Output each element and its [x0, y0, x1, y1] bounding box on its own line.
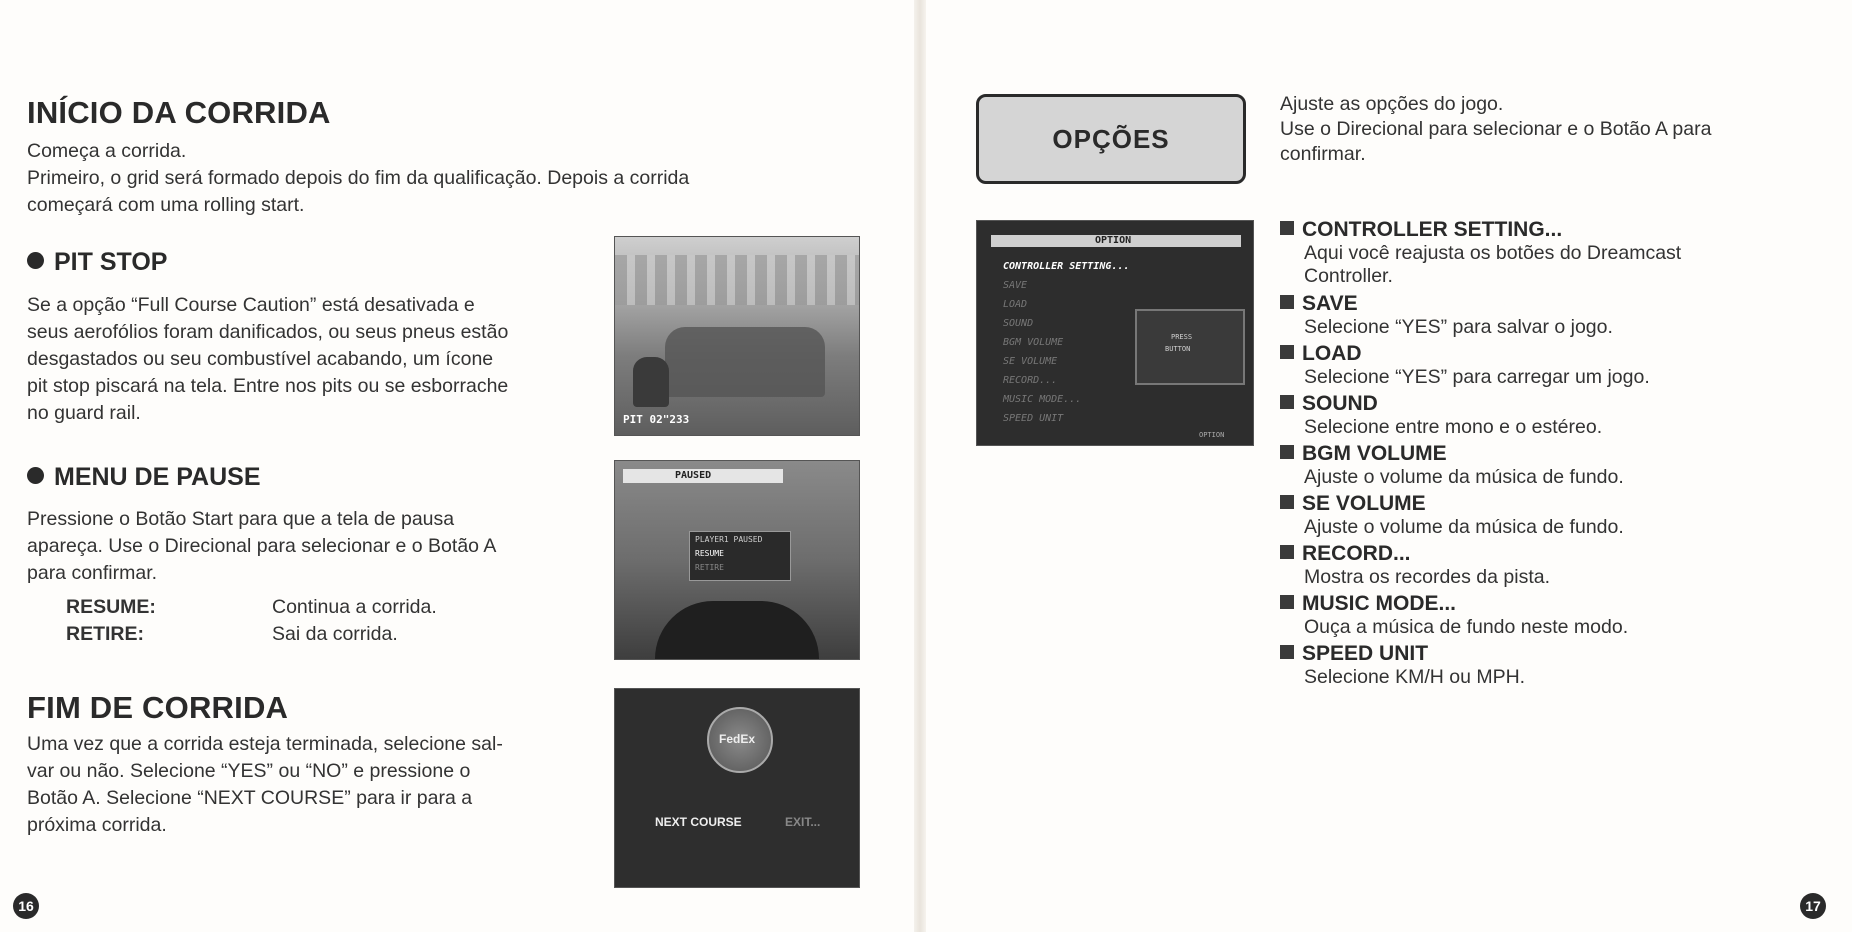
option-desc: Mostra os recordes da pista. [1304, 566, 1551, 588]
intro-line-3: confirmar. [1280, 143, 1366, 165]
pit-building [615, 255, 859, 305]
next-course-text: NEXT COURSE [655, 815, 742, 829]
option-title: SPEED UNIT [1302, 642, 1429, 665]
exit-text: EXIT... [785, 815, 821, 829]
option-title: LOAD [1302, 342, 1362, 365]
intro-line-2: Use o Direcional para selecionar e o Botão A para [1280, 118, 1712, 140]
cockpit [655, 601, 819, 659]
option-se-volume [1280, 492, 1624, 539]
fim-line-2: var ou não. Selecione “YES” ou “NO” e pressione o [27, 760, 471, 782]
inicio-title: INÍCIO DA CORRIDA [27, 95, 331, 130]
pit-time-text: PIT 02"233 [623, 413, 690, 426]
retire-def: Sai da corrida. [272, 623, 398, 645]
option-controller-setting [1280, 218, 1681, 288]
options-title: OPÇÕES [1052, 124, 1170, 154]
bullet-icon [27, 252, 44, 269]
square-bullet-icon [1280, 595, 1294, 609]
pause-screenshot [614, 460, 860, 660]
option-desc: Ouça a música de fundo neste modo. [1304, 616, 1629, 638]
option-save [1280, 292, 1613, 339]
square-bullet-icon [1280, 495, 1294, 509]
screen-menu-4: BGM VOLUME [1003, 337, 1064, 348]
screen-menu-6: RECORD... [1003, 375, 1058, 386]
screen-menu-0: CONTROLLER SETTING... [1003, 261, 1130, 272]
fim-title: FIM DE CORRIDA [27, 690, 289, 725]
option-title: SOUND [1302, 392, 1378, 415]
screen-menu-3: SOUND [1003, 318, 1034, 329]
screen-menu-5: SE VOLUME [1003, 356, 1058, 367]
pause-line-3: para confirmar. [27, 562, 158, 584]
pitstop-line-2: seus aerofólios foram danificados, ou seus pneus estão [27, 321, 509, 343]
resume-def: Continua a corrida. [272, 596, 437, 618]
option-header-text: OPTION [1095, 235, 1132, 246]
popup-text-1: PRESS [1171, 333, 1193, 341]
option-title: CONTROLLER SETTING... [1302, 218, 1563, 241]
option-desc: Ajuste o volume da música de fundo. [1304, 466, 1624, 488]
option-title: BGM VOLUME [1302, 442, 1447, 465]
square-bullet-icon [1280, 295, 1294, 309]
option-desc: Aqui você reajusta os botões do Dreamcast [1304, 242, 1682, 264]
resume-term: RESUME: [66, 596, 156, 618]
fedex-logo-text: FedEx [719, 732, 756, 746]
fim-line-1: Uma vez que a corrida esteja terminada, selecione sal- [27, 733, 503, 755]
pause-player-text: PLAYER1 PAUSED [695, 535, 763, 544]
square-bullet-icon [1280, 395, 1294, 409]
page-number-left: 16 [13, 893, 39, 919]
options-intro [1280, 92, 1800, 167]
pause-body [27, 506, 607, 587]
pitstop-line-3: desgastados ou seu combustível acabando, um ícone [27, 348, 494, 370]
option-desc: Ajuste o volume da música de fundo. [1304, 516, 1624, 538]
pit-crew [633, 357, 669, 407]
option-title: SE VOLUME [1302, 492, 1426, 515]
square-bullet-icon [1280, 545, 1294, 559]
option-desc: Selecione “YES” para carregar um jogo. [1304, 366, 1650, 388]
pitstop-body [27, 292, 597, 427]
option-screenshot [976, 220, 1254, 446]
pause-heading [27, 463, 261, 492]
option-desc: Selecione “YES” para salvar o jogo. [1304, 316, 1613, 338]
page-number-right: 17 [1800, 893, 1826, 919]
square-bullet-icon [1280, 221, 1294, 235]
intro-line-1: Ajuste as opções do jogo. [1280, 93, 1504, 115]
option-title: SAVE [1302, 292, 1358, 315]
fim-line-4: próxima corrida. [27, 814, 167, 836]
square-bullet-icon [1280, 445, 1294, 459]
option-title: MUSIC MODE... [1302, 592, 1457, 615]
option-desc: Selecione KM/H ou MPH. [1304, 666, 1526, 688]
option-bgm-volume [1280, 442, 1624, 489]
pause-title: MENU DE PAUSE [54, 463, 261, 491]
pitstop-screenshot [614, 236, 860, 436]
pitstop-line-5: no guard rail. [27, 402, 141, 424]
option-title: RECORD... [1302, 542, 1411, 565]
pitstop-line-1: Se a opção “Full Course Caution” está desativada e [27, 294, 475, 316]
screen-footer-text: OPTION [1199, 431, 1225, 439]
race-car [665, 327, 825, 397]
screen-menu-1: SAVE [1003, 280, 1028, 291]
page-fold [914, 0, 926, 932]
pause-resume-text: RESUME [695, 549, 724, 558]
option-sound [1280, 392, 1602, 439]
end-race-screenshot [614, 688, 860, 888]
square-bullet-icon [1280, 345, 1294, 359]
options-title-box [976, 94, 1246, 184]
pitstop-heading [27, 248, 167, 277]
screen-menu-7: MUSIC MODE... [1003, 394, 1082, 405]
option-desc: Selecione entre mono e o estéreo. [1304, 416, 1603, 438]
pause-line-2: apareça. Use o Direcional para selecionar e o Botão A [27, 535, 497, 557]
pause-line-1: Pressione o Botão Start para que a tela de pausa [27, 508, 455, 530]
option-music-mode [1280, 592, 1628, 639]
pause-header-text: PAUSED [675, 470, 712, 481]
retire-term: RETIRE: [66, 623, 144, 645]
screen-menu-8: SPEED UNIT [1003, 413, 1064, 424]
option-desc: Controller. [1304, 265, 1393, 287]
screen-menu-2: LOAD [1003, 299, 1028, 310]
inicio-line-1: Começa a corrida. [27, 140, 187, 162]
popup-text-2: BUTTON [1165, 345, 1191, 353]
option-speed-unit [1280, 642, 1525, 689]
inicio-line-2: Primeiro, o grid será formado depois do fim da qualificação. Depois a corrida [27, 167, 690, 189]
option-load [1280, 342, 1650, 389]
fim-line-3: Botão A. Selecione “NEXT COURSE” para ir para a [27, 787, 473, 809]
bullet-icon [27, 467, 44, 484]
pitstop-line-4: pit stop piscará na tela. Entre nos pits ou se esborrache [27, 375, 509, 397]
pause-retire-text: RETIRE [695, 563, 724, 572]
fim-body [27, 731, 597, 839]
square-bullet-icon [1280, 645, 1294, 659]
pitstop-title: PIT STOP [54, 248, 168, 276]
inicio-line-3: começará com uma rolling start. [27, 194, 305, 216]
option-record [1280, 542, 1550, 589]
